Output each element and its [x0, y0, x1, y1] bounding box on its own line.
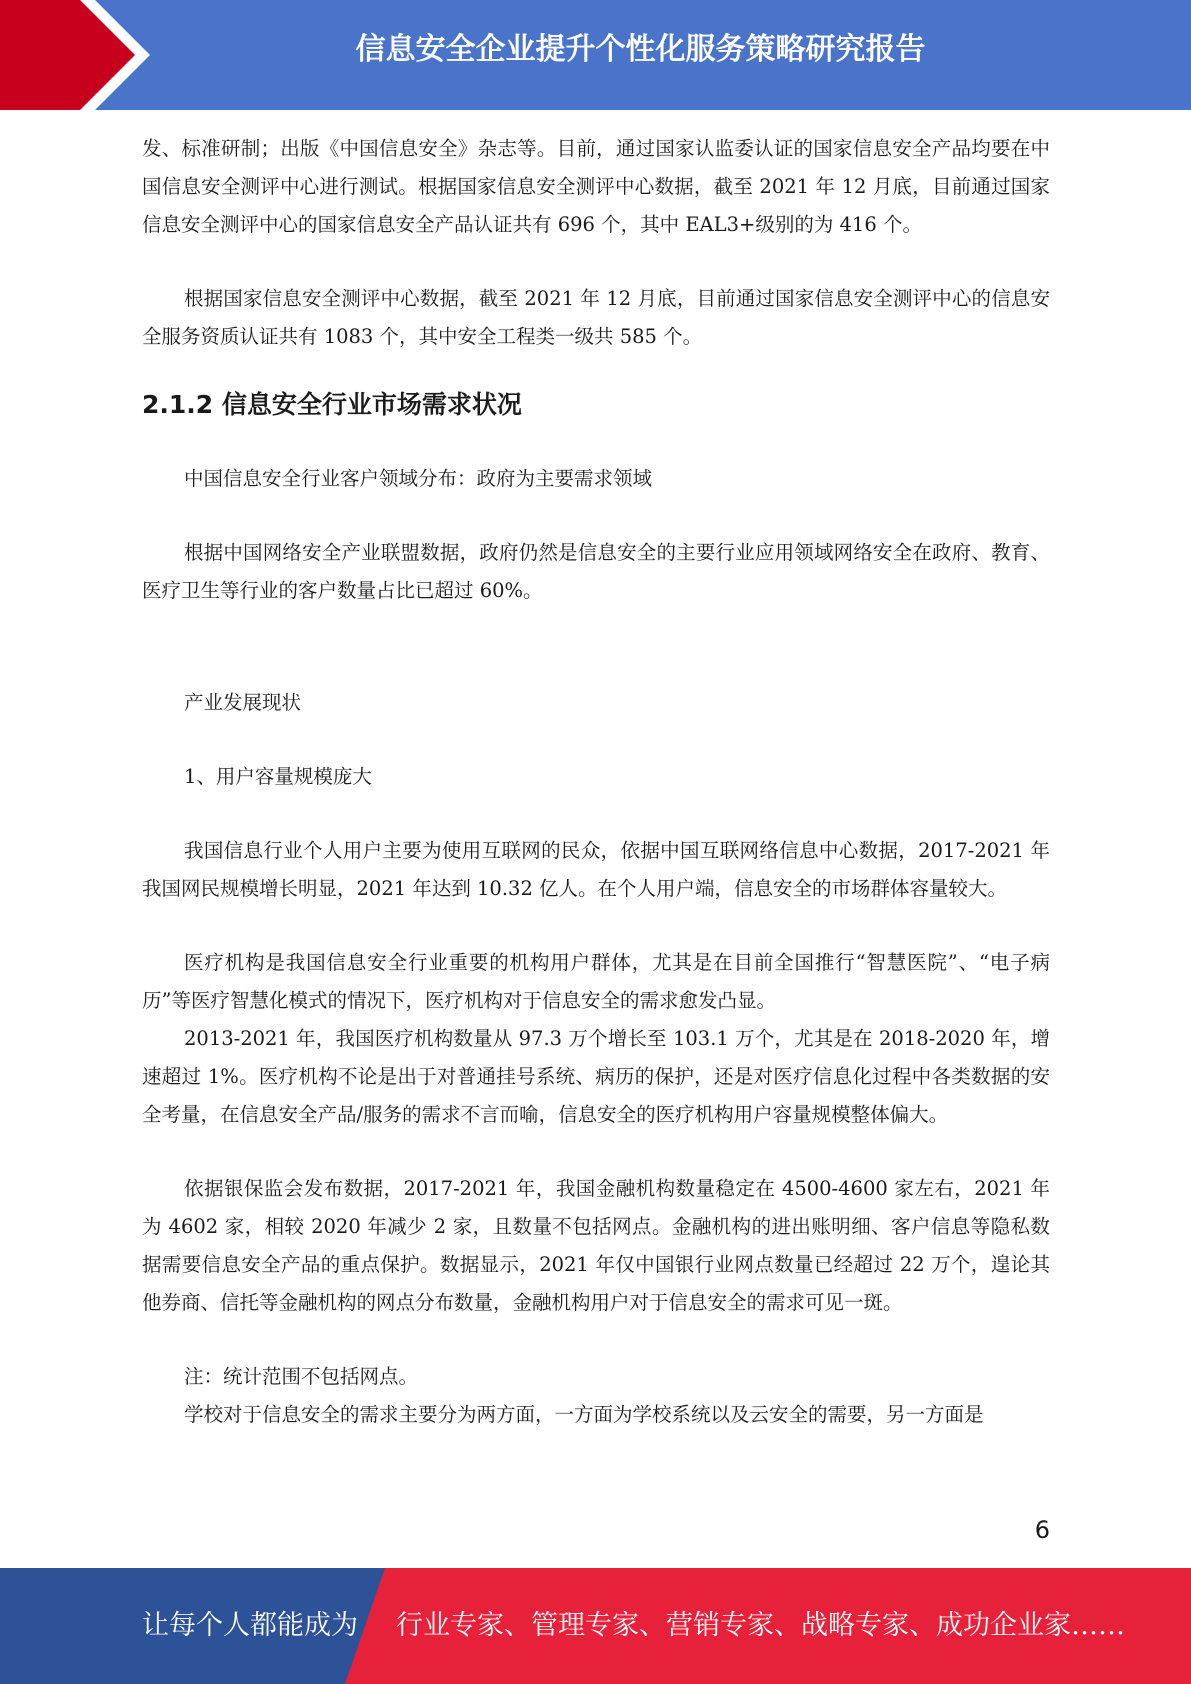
section-heading: 2.1.2 信息安全行业市场需求状况: [142, 390, 522, 419]
paragraph: 发、标准研制；出版《中国信息安全》杂志等。目前，通过国家认监委认证的国家信息安全产品均要在中国信息安全测评中心进行测试。根据国家信息安全测评中心数据，截至 2021 年 12 月底，目前通过国家信息安全测评中心的国家信息安全产品认证共有 696 个，其中 EAL3+级别的为 416 个。: [142, 137, 1050, 236]
paragraph: 医疗机构是我国信息安全行业重要的机构用户群体，尤其是在目前全国推行“智慧医院”、“电子病历”等医疗智慧化模式的情况下，医疗机构对于信息安全的需求愈发凸显。: [142, 951, 1050, 1012]
paragraph: 根据中国网络安全产业联盟数据，政府仍然是信息安全的主要行业应用领域网络安全在政府、教育、医疗卫生等行业的客户数量占比已超过 60%。: [142, 541, 1050, 602]
page-header: [0, 0, 1191, 110]
paragraph: 中国信息安全行业客户领域分布：政府为主要需求领域: [184, 467, 653, 490]
footer-slogan-left: 让每个人都能成为: [142, 1610, 358, 1641]
paragraph: 学校对于信息安全的需求主要分为两方面，一方面为学校系统以及云安全的需要，另一方面是: [184, 1403, 984, 1426]
page-number: 6: [1034, 1516, 1050, 1544]
paragraph: 我国信息行业个人用户主要为使用互联网的民众，依据中国互联网络信息中心数据，2017-2021 年我国网民规模增长明显，2021 年达到 10.32 亿人。在个人用户端，信息安全的市场群体容量较大。: [142, 839, 1050, 900]
subheading: 1、用户容量规模庞大: [184, 765, 372, 788]
report-title: 信息安全企业提升个性化服务策略研究报告: [355, 32, 926, 67]
paragraph: 根据国家信息安全测评中心数据，截至 2021 年 12 月底，目前通过国家信息安全测评中心的信息安全服务资质认证共有 1083 个，其中安全工程类一级共 585 个。: [142, 287, 1050, 348]
page-body: [142, 130, 1050, 1434]
note: 注：统计范围不包括网点。: [184, 1365, 419, 1388]
paragraph: 2013-2021 年，我国医疗机构数量从 97.3 万个增长至 103.1 万个，尤其是在 2018-2020 年，增速超过 1%。医疗机构不论是出于对普通挂号系统、病历的保护，还是对医疗信息化过程中各类数据的安全考量，在信息安全产品/服务的需求不言而喻，信息安全的医疗机构用户容量规模整体偏大。: [142, 1027, 1050, 1126]
subheading: 产业发展现状: [184, 691, 302, 714]
footer-slogan-right: 行业专家、管理专家、营销专家、战略专家、成功企业家……: [396, 1610, 1125, 1641]
page-footer: [0, 1568, 1191, 1684]
paragraph: 依据银保监会发布数据，2017-2021 年，我国金融机构数量稳定在 4500-4600 家左右，2021 年为 4602 家，相较 2020 年减少 2 家，且数量不包括网点。金融机构的进出账明细、客户信息等隐私数据需要信息安全产品的重点保护。数据显示，2021 年仅中国银行业网点数量已经超过 22 万个，遑论其他券商、信托等金融机构的网点分布数量，金融机构用户对于信息安全的需求可见一斑。: [142, 1177, 1050, 1314]
